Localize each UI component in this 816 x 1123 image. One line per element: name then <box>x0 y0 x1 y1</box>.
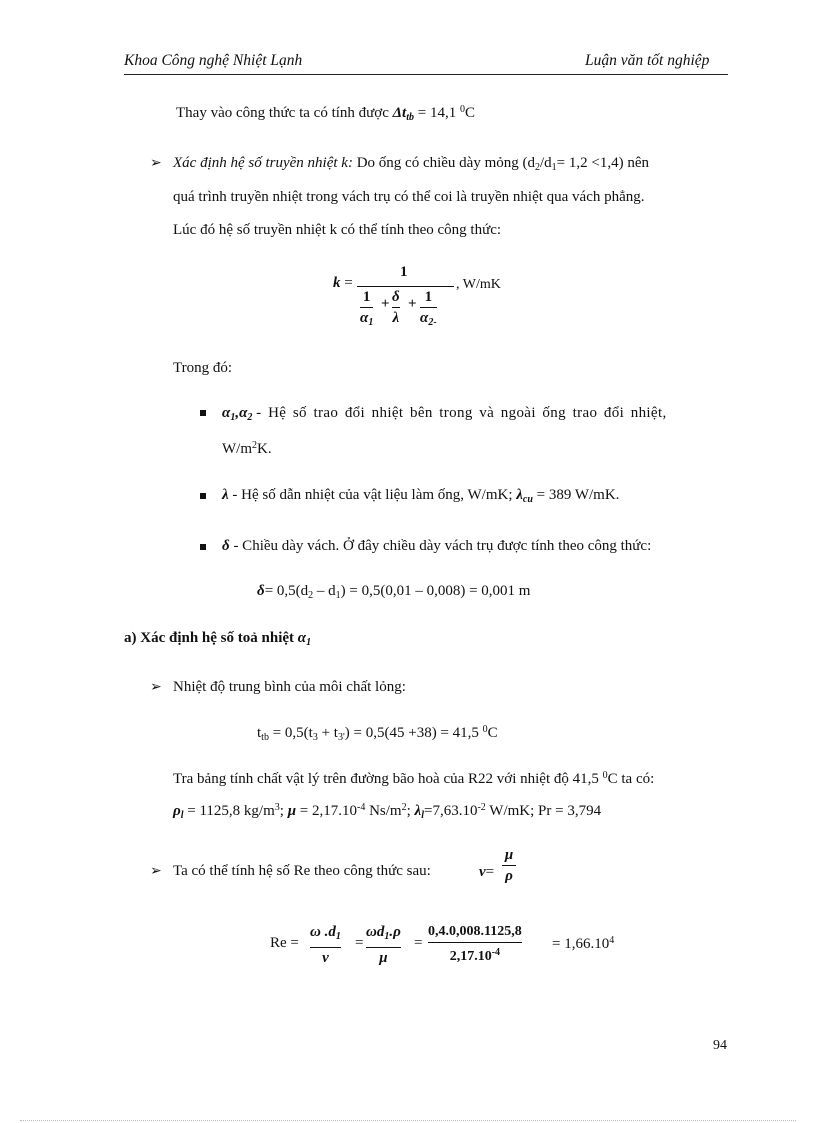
k-t2: /d <box>540 155 552 171</box>
re-f2-num-sub: 1 <box>384 931 390 942</box>
delta-t2: – d <box>316 583 336 599</box>
k-frac-1-alpha2 <box>420 287 437 333</box>
k-lhs: k <box>333 275 341 291</box>
k-plus1: + <box>381 296 390 312</box>
b1-unit: W/m <box>222 441 252 457</box>
re-f1-num-sub: 1 <box>335 931 341 942</box>
temp-unit: C <box>487 725 498 741</box>
bullet-square-icon <box>200 410 206 416</box>
delta-sym: δ <box>257 583 265 599</box>
re-intro-nu <box>479 864 494 881</box>
k-lambda: λ <box>392 310 400 326</box>
temp-e1sub: 3 <box>312 732 318 743</box>
props-rho-val: = 1125,8 kg/m <box>187 803 275 819</box>
p1-unit: C <box>464 105 475 121</box>
re-f1-den: ν <box>322 950 329 966</box>
re-f1-num: ω .d <box>310 924 336 940</box>
k-formula-lhs <box>333 275 353 292</box>
re-frac3 <box>428 922 522 967</box>
k-alpha2: α <box>420 310 429 326</box>
k-alpha1-sub: 1 <box>368 317 374 328</box>
k-delta: δ <box>392 289 400 305</box>
k-t1: Do ống có chiều dày mỏng (d <box>356 155 535 171</box>
re-result-sup: 4 <box>609 935 615 946</box>
trong-do-label: Trong đó: <box>173 360 233 376</box>
props-line1a: Tra bảng tính chất vật lý trên đường bão hoà của R22 với nhiệt độ 41,5 <box>173 771 599 787</box>
re-f3-den: 2,17.10 <box>449 949 492 964</box>
re-intro-rho: ρ <box>505 868 513 884</box>
section-a-heading <box>124 630 311 648</box>
re-lhs: Re = <box>270 935 299 951</box>
props-lam-unit: W/mK; <box>489 803 535 819</box>
temp-e3: ) = 0,5(45 +38) = 41,5 <box>344 725 479 741</box>
delta-formula <box>257 583 530 601</box>
b1-unit-sup: 2 <box>252 440 257 451</box>
props-rho-sub: l <box>180 810 184 821</box>
props-line2 <box>173 802 601 821</box>
re-frac1 <box>310 922 341 968</box>
re-result <box>552 935 614 953</box>
k-formula-unit: , W/mK <box>456 277 501 292</box>
b2-sub2: cu <box>522 494 533 505</box>
re-f3-den-sup: -4 <box>491 947 501 958</box>
b1-unit-end: K. <box>257 441 272 457</box>
props-line1b: C ta có: <box>607 771 655 787</box>
b3-text: - Chiều dày vách. Ở đây chiều dày vách trụ được tính theo công thức: <box>233 538 652 554</box>
b1-s2: 2 <box>247 412 253 423</box>
k-alpha1: α <box>360 310 369 326</box>
arrow-bullet-icon: ➢ <box>150 156 162 171</box>
re-f2-den: μ <box>379 950 388 966</box>
bullet-1-line2 <box>222 440 272 458</box>
props-mu-val: = 2,17.10 <box>299 803 357 819</box>
props-sep1: ; <box>279 803 284 819</box>
props-lam: λ <box>414 803 422 819</box>
b1-s1: 1 <box>230 412 236 423</box>
p1-text: Thay vào công thức ta có tính được <box>176 105 389 121</box>
temp-e1: = 0,5(t <box>272 725 313 741</box>
re-result-value: = 1,66.10 <box>552 936 610 952</box>
props-mu-unit-sup: 2 <box>401 802 407 813</box>
arrow-bullet-icon: ➢ <box>150 864 162 879</box>
b2-sym: λ <box>222 487 229 503</box>
props-line1sup: 0 <box>602 770 608 781</box>
header-left: Khoa Công nghệ Nhiệt Lạnh <box>124 52 303 69</box>
re-f2-num: ωd <box>366 924 385 940</box>
p1-value: = 14,1 <box>417 105 457 121</box>
section-a-sym: α <box>297 630 307 646</box>
re-f3-num: 0,4.0,008.1125,8 <box>428 924 522 939</box>
props-mu-sup: -4 <box>357 802 366 813</box>
b2-sym2: λ <box>516 487 523 503</box>
header-right: Luận văn tốt nghiệp <box>585 52 710 69</box>
temp-e2sub: 3' <box>337 732 345 743</box>
bullet-1-line1 <box>222 405 667 423</box>
k-section-line1 <box>173 155 649 173</box>
re-intro-text: Ta có thể tính hệ số Re theo công thức sau: <box>173 863 431 879</box>
k-section-line2: quá trình truyền nhiệt trong vách trụ có thể coi là truyền nhiệt qua vách phẳng. <box>173 189 645 205</box>
b3-sym: δ <box>222 538 230 554</box>
p1-sub: tb <box>406 112 414 123</box>
props-mu: μ <box>287 803 297 819</box>
props-sep2: ; <box>406 803 411 819</box>
delta-t1: = 0,5(d <box>264 583 309 599</box>
props-mu-unit: Ns/m <box>369 803 402 819</box>
temp-e2: + t <box>321 725 338 741</box>
section-a-text: a) Xác định hệ số toả nhiệt <box>124 630 295 646</box>
b2-text: - Hệ số dẫn nhiệt của vật liệu làm ống, W/mK; <box>232 487 513 503</box>
k-t3: = 1,2 <1,4) nên <box>556 155 649 171</box>
k-alpha2-sub: 2- <box>428 317 437 328</box>
re-nu: ν <box>479 864 486 880</box>
page-bottom-divider <box>20 1120 796 1121</box>
k-section-line3: Lúc đó hệ số truyền nhiệt k có thể tính theo công thức: <box>173 222 502 238</box>
header-rule <box>124 74 728 75</box>
delta-s2: 1 <box>335 590 341 601</box>
bullet-square-icon <box>200 544 206 550</box>
k-one-a: 1 <box>362 289 371 305</box>
delta-t3: ) = 0,5(0,01 – 0,008) = 0,001 m <box>340 583 531 599</box>
bullet-2 <box>222 487 619 505</box>
temp-sup: 0 <box>482 724 488 735</box>
paragraph-result <box>176 104 475 123</box>
delta-s1: 2 <box>308 590 314 601</box>
bullet-square-icon <box>200 493 206 499</box>
b1-sym: α <box>222 405 231 421</box>
re-f2-num-end: .ρ <box>389 924 401 940</box>
props-lam-val: =7,63.10 <box>423 803 478 819</box>
k-s2: 1 <box>551 162 557 173</box>
re-eq1: = <box>355 935 364 951</box>
k-frac-1-alpha1 <box>360 287 373 333</box>
re-intro-frac <box>502 845 516 886</box>
p1-symbol: Δt <box>392 105 407 121</box>
props-line1 <box>173 770 654 788</box>
temp-tsub: tb <box>261 732 269 743</box>
re-frac2 <box>366 922 401 968</box>
temp-lead: Nhiệt độ trung bình của môi chất lỏng: <box>173 679 406 695</box>
k-section-lead: Xác định hệ số truyền nhiệt k: <box>173 155 353 171</box>
bullet-3 <box>222 538 651 555</box>
b1-mid: ,α <box>235 405 248 421</box>
props-rho: ρ <box>173 803 181 819</box>
section-a-sub: 1 <box>306 637 312 648</box>
re-intro-mu: μ <box>504 847 514 863</box>
k-eq: = <box>344 275 353 291</box>
k-frac-delta-lambda <box>392 287 400 328</box>
p1-sup: 0 <box>459 104 465 115</box>
props-lam-sup: -2 <box>477 802 486 813</box>
props-rho-sup: 3 <box>274 802 280 813</box>
re-eq2: = <box>414 935 423 951</box>
props-lam-sub: l <box>421 810 424 821</box>
b2-value: = 389 W/mK. <box>536 487 620 503</box>
k-formula-numerator: 1 <box>400 264 408 280</box>
b1-text: - Hệ số trao đổi nhiệt bên trong và ngoài ống trao đổi nhiệt, <box>256 405 667 421</box>
k-one-b: 1 <box>424 289 433 305</box>
temp-t: t <box>257 725 262 741</box>
k-plus2: + <box>408 296 417 312</box>
props-pr: Pr = 3,794 <box>538 803 602 819</box>
k-s1: 2 <box>535 162 540 173</box>
arrow-bullet-icon: ➢ <box>150 680 162 695</box>
temp-formula <box>257 724 498 743</box>
page-number: 94 <box>713 1038 727 1053</box>
re-nu-eq: = <box>485 864 495 880</box>
